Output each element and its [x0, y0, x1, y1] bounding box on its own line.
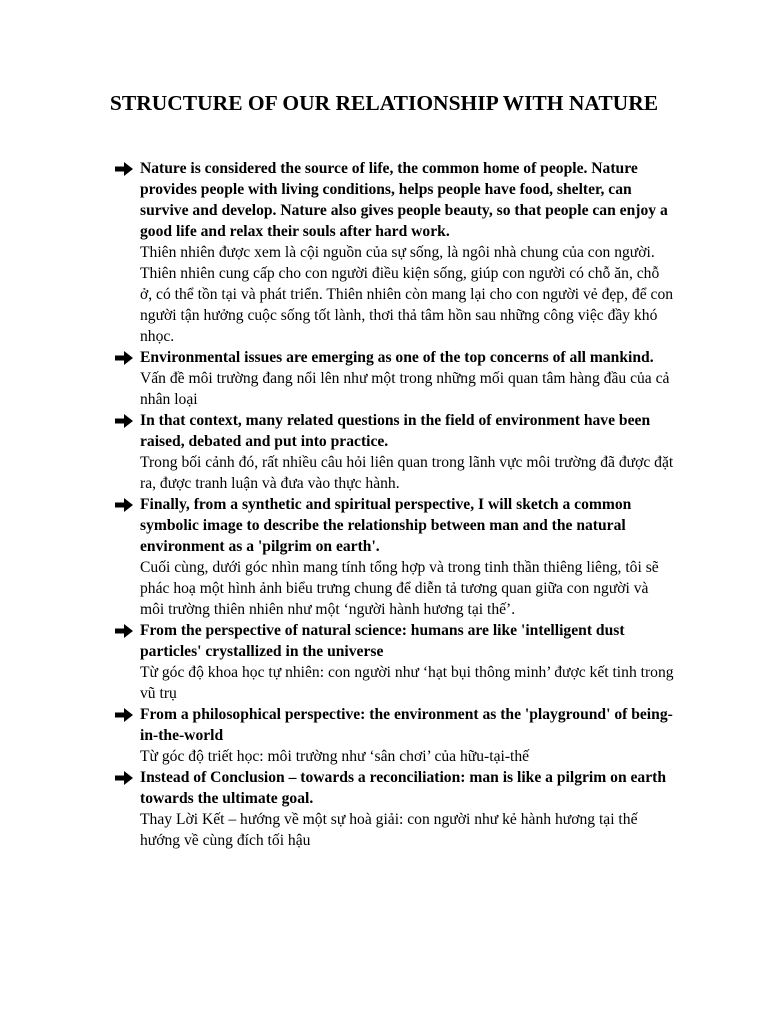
list-item [115, 158, 675, 347]
bullet-english-text: Finally, from a synthetic and spiritual perspective, I will sketch a common symbolic image to describe the relationship between man and the natural environment as a 'pilgrim on earth'. [140, 496, 632, 555]
right-arrow-icon [115, 162, 133, 176]
right-arrow-icon [115, 498, 133, 512]
right-arrow-icon [115, 351, 133, 365]
right-arrow-icon [115, 771, 133, 785]
list-item [115, 410, 675, 494]
bullet-vietnamese-text: Trong bối cảnh đó, rất nhiều câu hỏi liên quan trong lãnh vực môi trường đã được đặt ra, được tranh luận và đưa vào thực hành. [140, 454, 674, 492]
right-arrow-icon [115, 708, 133, 722]
list-item [115, 620, 675, 704]
bullet-english-text: From the perspective of natural science: humans are like 'intelligent dust particles' crystallized in the universe [140, 622, 625, 660]
list-item [115, 704, 675, 767]
bullet-vietnamese-text: Thiên nhiên được xem là cội nguồn của sự sống, là ngôi nhà chung của con người. Thiên nhiên cung cấp cho con người điều kiện sống, giúp con người có chỗ ăn, chỗ ở, có thể tồn tại và phát triển. Thiên nhiên còn mang lại cho con người vẻ đẹp, để con người tận hưởng cuộc sống tốt lành, thơi thả tâm hồn sau những công việc đầy khó nhọc. [140, 244, 674, 345]
list-item [115, 494, 675, 620]
list-item [115, 347, 675, 410]
bullet-english-text: In that context, many related questions in the field of environment have been raised, debated and put into practice. [140, 412, 651, 450]
bullet-english-text: From a philosophical perspective: the environment as the 'playground' of being-in-the-world [140, 706, 673, 744]
bullet-vietnamese-text: Từ góc độ triết học: môi trường như ‘sân chơi’ của hữu-tại-thế [140, 748, 530, 765]
page-title: STRUCTURE OF OUR RELATIONSHIP WITH NATURE [109, 91, 659, 115]
bullet-vietnamese-text: Thay Lời Kết – hướng về một sự hoà giải: con người như kẻ hành hương tại thế hướng về cùng đích tối hậu [140, 811, 638, 849]
right-arrow-icon [115, 624, 133, 638]
bullet-list [115, 158, 675, 851]
bullet-vietnamese-text: Cuối cùng, dưới góc nhìn mang tính tổng hợp và trong tinh thần thiêng liêng, tôi sẽ phác hoạ một hình ảnh biểu trưng chung để diễn tả tương quan giữa con người và môi trường thiên nhiên như một ‘người hành hương tại thế’. [140, 559, 659, 618]
bullet-vietnamese-text: Từ góc độ khoa học tự nhiên: con người như ‘hạt bụi thông minh’ được kết tinh trong vũ trụ [140, 664, 674, 702]
bullet-english-text: Environmental issues are emerging as one of the top concerns of all mankind. [140, 349, 654, 366]
right-arrow-icon [115, 414, 133, 428]
bullet-english-text: Nature is considered the source of life, the common home of people. Nature provides people with living conditions, helps people have food, shelter, can survive and develop. Nature also gives people beauty, so that people can enjoy a good life and relax their souls after hard work. [140, 160, 668, 240]
list-item [115, 767, 675, 851]
bullet-vietnamese-text: Vấn đề môi trường đang nổi lên như một trong những mối quan tâm hàng đầu của cả nhân loại [140, 370, 670, 408]
bullet-english-text: Instead of Conclusion – towards a reconciliation: man is like a pilgrim on earth towards the ultimate goal. [140, 769, 667, 807]
